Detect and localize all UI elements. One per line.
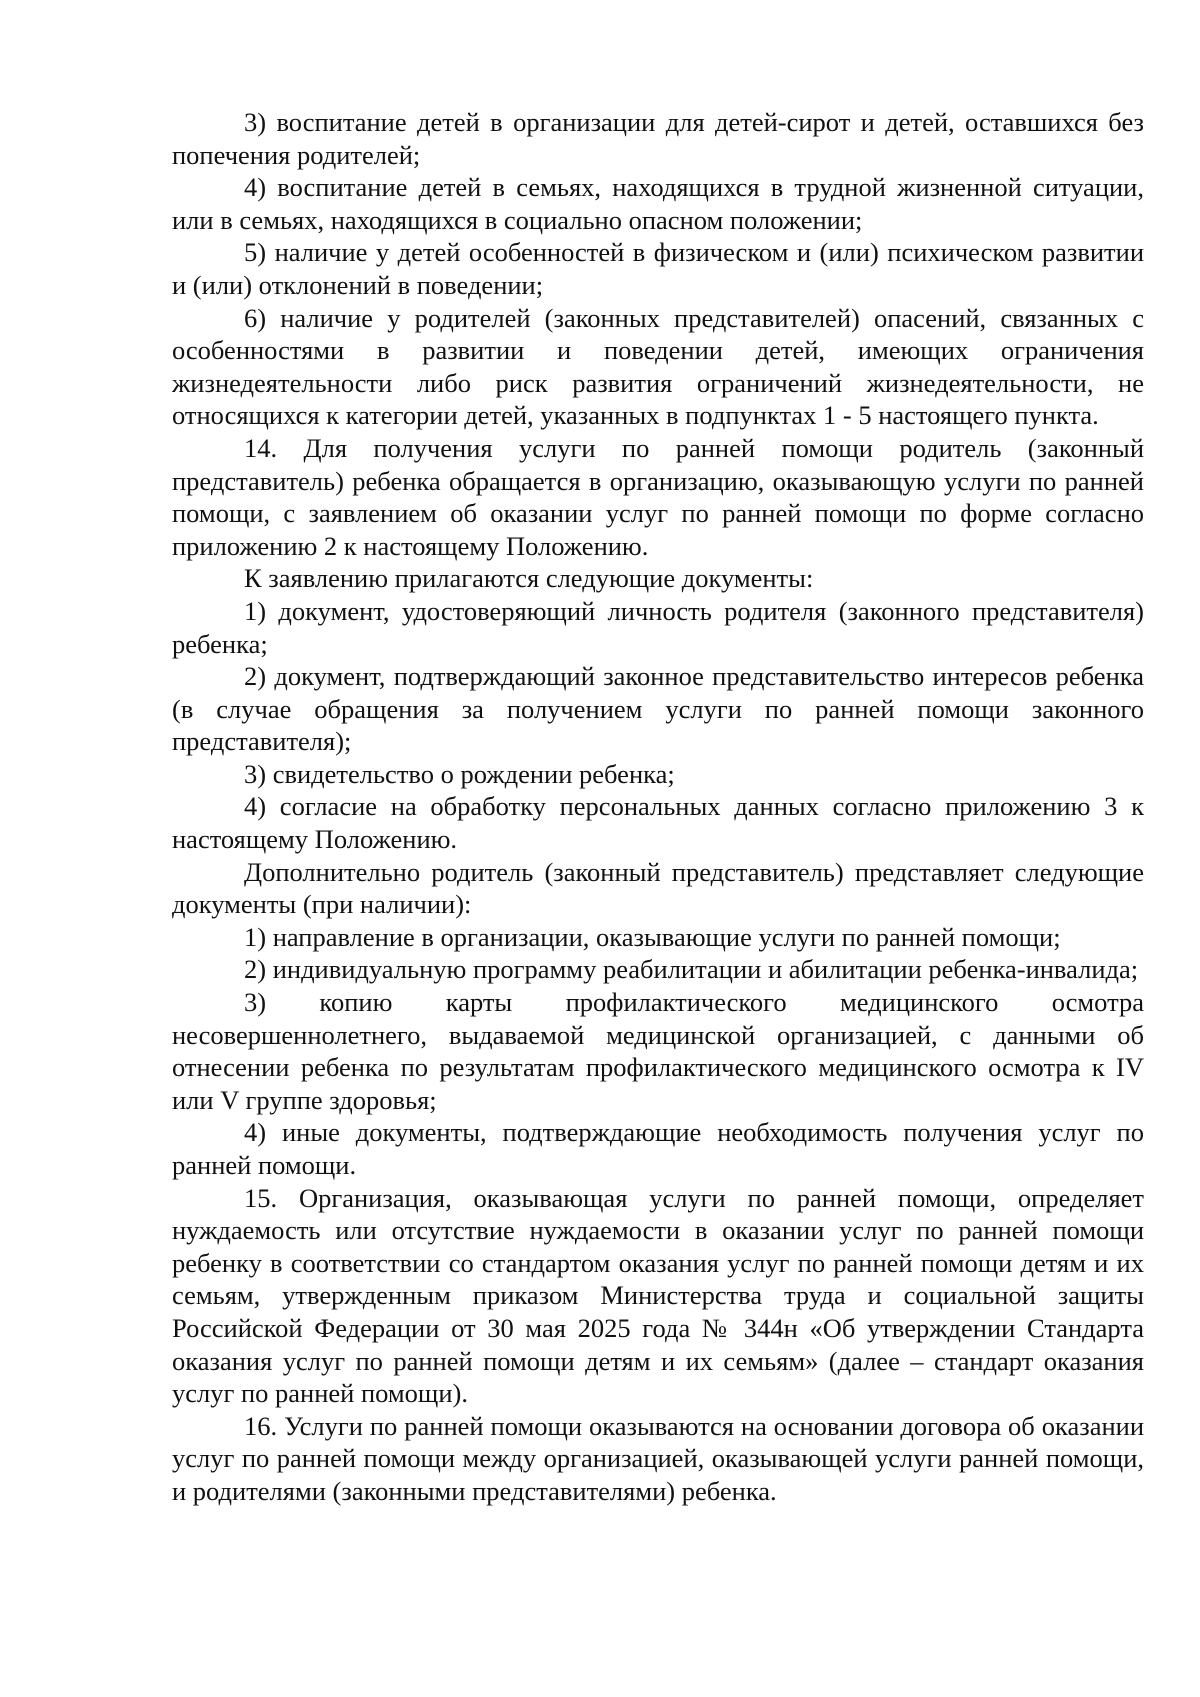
item-3-orphan-care: 3) воспитание детей в организации для детей-сирот и детей, оставшихся без попечения родителей;: [172, 107, 1144, 170]
add-doc-item-1-referral: 1) направление в организации, оказывающие услуги по ранней помощи;: [244, 921, 1061, 952]
doc-item-4-consent: 4) согласие на обработку персональных данных согласно приложению 3 к настоящему Положению.: [172, 791, 1144, 855]
attached-documents-intro: К заявлению прилагаются следующие документы:: [244, 563, 814, 594]
doc-item-2-representation: 2) документ, подтверждающий законное представительство интересов ребенка (в случае обращения за получением услуги по ранней помощи законного представителя);: [172, 661, 1144, 757]
clause-15: 15. Организация, оказывающая услуги по ранней помощи, определяет нуждаемость или отсутствие нуждаемости в оказании услуг по ранней помощи ребенку в соответствии со стандартом оказания услуг по ранней помощи детям и их семьям, утвержденным приказом Министерства труда и социальной защиты Российской Федерации от 30 мая 2025 года № 344н «Об утверждении Стандарта оказания услуг по ранней помощи детям и их семьям» (далее – стандарт оказания услуг по ранней помощи).: [172, 1182, 1144, 1409]
item-4-difficult-situation: 4) воспитание детей в семьях, находящихся в трудной жизненной ситуации, или в семьях, находящихся в социально опасном положении;: [172, 172, 1144, 235]
clause-16: 16. Услуги по ранней помощи оказываются на основании договора об оказании услуг по ранней помощи между организацией, оказывающей услуги ранней помощи, и родителями (законными представителями) ребенка.: [172, 1410, 1144, 1506]
add-doc-item-4-other: 4) иные документы, подтверждающие необходимость получения услуг по ранней помощи.: [172, 1117, 1144, 1180]
item-6-parental-concerns: 6) наличие у родителей (законных представителей) опасений, связанных с особенностями в развитии и поведении детей, имеющих ограничения жизнедеятельности либо риск развития ограничений жизнедеятельности, не относящихся к категории детей, указанных в подпунктах 1 - 5 настоящего пункта.: [172, 302, 1144, 431]
item-5-development-features: 5) наличие у детей особенностей в физическом и (или) психическом развитии и (или) отклонений в поведении;: [172, 237, 1144, 300]
document-page: [172, 106, 1144, 1508]
doc-item-1-identity: 1) документ, удостоверяющий личность родителя (законного представителя) ребенка;: [172, 595, 1144, 659]
doc-item-3-birth-certificate: 3) свидетельство о рождении ребенка;: [244, 758, 675, 789]
additional-documents-intro: Дополнительно родитель (законный представитель) представляет следующие документы (при наличии):: [172, 856, 1144, 920]
add-doc-item-3-medical-card: 3) копию карты профилактического медицинского осмотра несовершеннолетнего, выдаваемой медицинской организацией, с данными об отнесении ребенка по результатам профилактического медицинского осмотра к IV или V группе здоровья;: [172, 987, 1144, 1115]
add-doc-item-2-rehab-program: 2) индивидуальную программу реабилитации и абилитации ребенка-инвалида;: [244, 954, 1139, 985]
clause-14: 14. Для получения услуги по ранней помощи родитель (законный представитель) ребенка обращается в организацию, оказывающую услуги по ранней помощи, с заявлением об оказании услуг по ранней помощи по форме согласно приложению 2 к настоящему Положению.: [172, 432, 1144, 561]
